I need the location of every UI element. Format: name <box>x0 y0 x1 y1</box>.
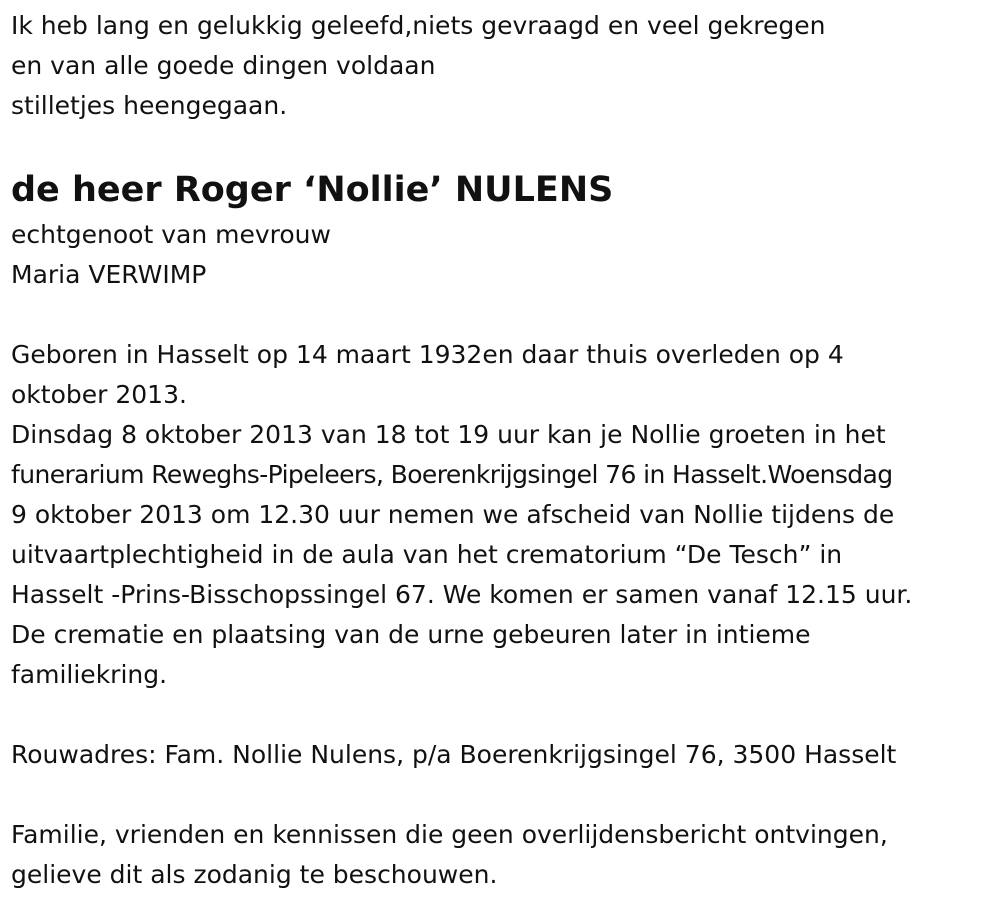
ceremony-details <box>11 335 996 695</box>
detail-line: funerarium Reweghs-Pipeleers, Boerenkrijgsingel 76 in Hasselt.Woensdag <box>11 460 893 489</box>
poem-line: stilletjes heengegaan. <box>11 91 288 120</box>
closing-line: gelieve dit als zodanig te beschouwen. <box>11 860 498 889</box>
detail-line: Hasselt -Prins-Bisschopssingel 67. We komen er samen vanaf 12.15 uur. <box>11 580 913 609</box>
deceased-name: de heer Roger ‘Nollie’ NULENS <box>11 170 614 210</box>
death-notice <box>11 6 996 895</box>
poem-line: Ik heb lang en gelukkig geleefd,niets gevraagd en veel gekregen <box>11 11 826 40</box>
spacer <box>11 775 996 815</box>
spouse-info <box>11 215 996 295</box>
detail-line: Geboren in Hasselt op 14 maart 1932en daar thuis overleden op 4 <box>11 340 844 369</box>
poem-line: en van alle goede dingen voldaan <box>11 51 436 80</box>
detail-line: oktober 2013. <box>11 380 187 409</box>
detail-line: familiekring. <box>11 660 168 689</box>
spacer <box>11 695 996 735</box>
spouse-name: Maria VERWIMP <box>11 260 207 289</box>
detail-line: 9 oktober 2013 om 12.30 uur nemen we afscheid van Nollie tijdens de <box>11 500 895 529</box>
spacer <box>11 295 996 335</box>
detail-line: uitvaartplechtigheid in de aula van het crematorium “De Tesch” in <box>11 540 843 569</box>
closing-line: Familie, vrienden en kennissen die geen overlijdensbericht ontvingen, <box>11 820 888 849</box>
spouse-line: echtgenoot van mevrouw <box>11 220 331 249</box>
poem <box>11 6 996 126</box>
detail-line: De crematie en plaatsing van de urne gebeuren later in intieme <box>11 620 811 649</box>
mourning-address: Rouwadres: Fam. Nollie Nulens, p/a Boerenkrijgsingel 76, 3500 Hasselt <box>11 740 897 769</box>
closing-note <box>11 815 996 895</box>
detail-line: Dinsdag 8 oktober 2013 van 18 tot 19 uur kan je Nollie groeten in het <box>11 420 886 449</box>
